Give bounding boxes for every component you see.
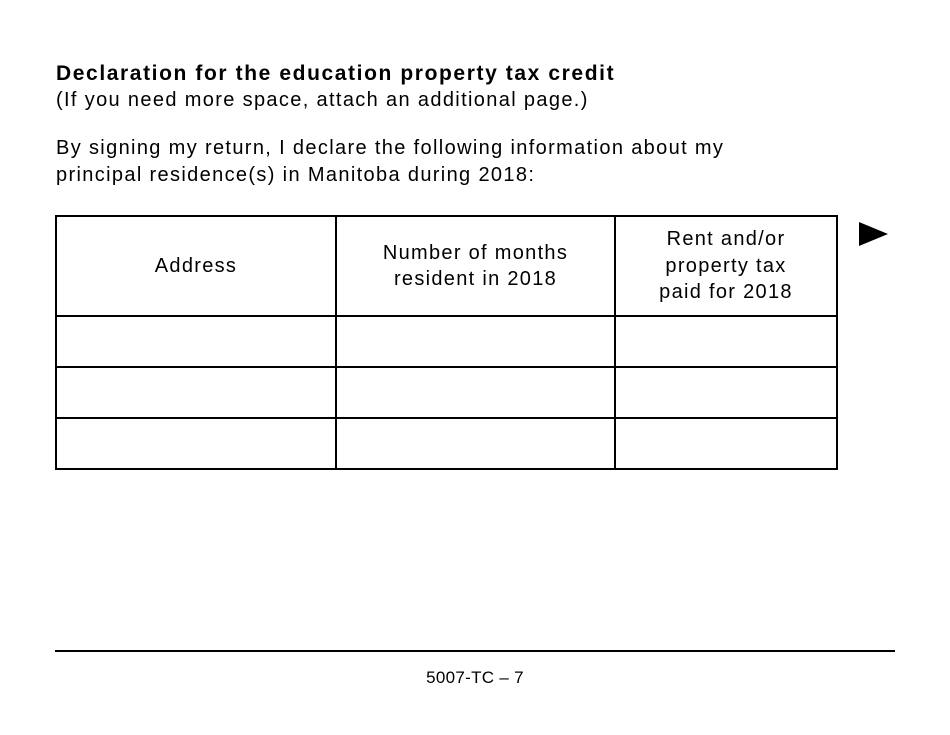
months-cell[interactable] bbox=[336, 367, 615, 418]
header-rent-property-tax: Rent and/or property tax paid for 2018 bbox=[615, 216, 837, 316]
declaration-intro bbox=[56, 135, 724, 189]
intro-line: principal residence(s) in Manitoba during 2018: bbox=[56, 164, 536, 186]
table-row bbox=[56, 316, 837, 367]
page-number: 5007-TC – 7 bbox=[426, 668, 524, 687]
section-subtitle: (If you need more space, attach an additional page.) bbox=[56, 89, 589, 111]
table-header-row bbox=[56, 216, 837, 316]
rent-cell[interactable] bbox=[615, 418, 837, 469]
address-cell[interactable] bbox=[56, 316, 336, 367]
months-cell[interactable] bbox=[336, 418, 615, 469]
header-address: Address bbox=[56, 216, 336, 316]
months-cell[interactable] bbox=[336, 316, 615, 367]
rent-cell[interactable] bbox=[615, 316, 837, 367]
address-cell[interactable] bbox=[56, 367, 336, 418]
address-cell[interactable] bbox=[56, 418, 336, 469]
table-row bbox=[56, 418, 837, 469]
header-months-resident: Number of months resident in 2018 bbox=[336, 216, 615, 316]
table-row bbox=[56, 367, 837, 418]
residence-table bbox=[55, 215, 838, 470]
rent-cell[interactable] bbox=[615, 367, 837, 418]
section-title: Declaration for the education property tax credit bbox=[56, 62, 616, 85]
intro-line: By signing my return, I declare the following information about my bbox=[56, 137, 725, 159]
footer-divider bbox=[55, 650, 895, 652]
continue-arrow-icon bbox=[859, 222, 888, 246]
